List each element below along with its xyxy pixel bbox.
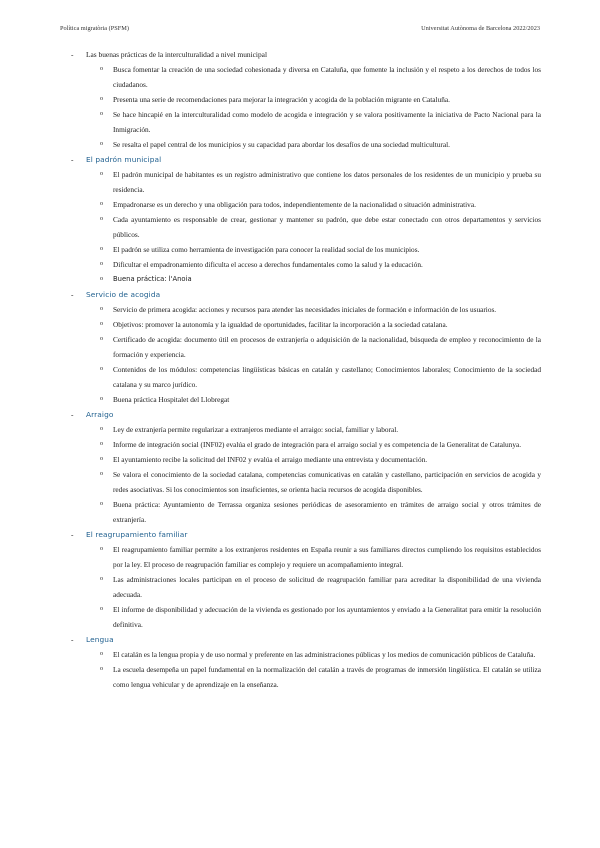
bullet-marker: o — [100, 306, 103, 312]
list-item-text: Las administraciones locales participan en el proceso de solicitud de reagrupación familiar para acreditar la disponibilidad de una vivienda adecuada. — [113, 575, 541, 599]
list-item-text: Busca fomentar la creación de una sociedad cohesionada y diversa en Cataluña, que fomente la inclusión y el respeto a los derechos de todos los ciudadanos. — [113, 65, 541, 89]
section-title: El padrón municipal — [86, 155, 162, 164]
bullet-marker: o — [100, 426, 103, 432]
list-item — [60, 302, 541, 317]
section-title: Lengua — [86, 635, 114, 644]
bullet-marker: o — [100, 336, 103, 342]
list-item-text: Servicio de primera acogida: acciones y recursos para atender las necesidades iniciales de formación e información de los usuarios. — [113, 305, 497, 314]
section-heading — [60, 152, 541, 167]
list-item-text: Buena práctica Hospitalet del Llobregat — [113, 395, 230, 404]
list-item — [60, 257, 541, 272]
list-item — [60, 107, 541, 137]
list-item — [60, 212, 541, 242]
bullet-marker: o — [100, 246, 103, 252]
list-item — [60, 197, 541, 212]
bullet-marker: o — [100, 216, 103, 222]
list-item — [60, 452, 541, 467]
section-title: El reagrupamiento familiar — [86, 530, 188, 539]
list-item — [60, 167, 541, 197]
list-item — [60, 497, 541, 527]
list-item — [60, 92, 541, 107]
dash-marker: - — [71, 635, 74, 644]
page-header — [60, 25, 540, 32]
list-item-text: Cada ayuntamiento es responsable de crear, gestionar y mantener su padrón, que debe estar conectado con otros departamentos y servicios públicos. — [113, 215, 541, 239]
list-item — [60, 572, 541, 602]
bullet-marker: o — [100, 396, 103, 402]
bullet-marker: o — [100, 456, 103, 462]
bullet-marker: o — [100, 576, 103, 582]
list-item-text: Contenidos de los módulos: competencias lingüísticas básicas en catalán y castellano; Conocimientos laborales; Conocimiento de la sociedad catalana y su marco jurídico. — [113, 365, 541, 389]
list-item-text: Ley de extranjería permite regularizar a extranjeros mediante el arraigo: social, familiar y laboral. — [113, 425, 399, 434]
list-item-text: La escuela desempeña un papel fundamental en la normalización del catalán a través de programas de inmersión lingüística. El catalán se utiliza como lengua vehicular y de aprendizaje en la enseñanza. — [113, 665, 541, 689]
list-item — [60, 422, 541, 437]
section-reagrupamiento — [60, 527, 541, 632]
list-item-text: Certificado de acogida: documento útil en procesos de extranjería o adquisición de la nacionalidad, búsqueda de empleo y reconocimiento de la formación y experiencia. — [113, 335, 541, 359]
list-item-text: Presenta una serie de recomendaciones para mejorar la integración y acogida de la población migrante en Cataluña. — [113, 95, 450, 104]
dash-marker: - — [71, 290, 74, 299]
bullet-marker: o — [100, 501, 103, 507]
list-item — [60, 437, 541, 452]
bullet-marker: o — [100, 201, 103, 207]
bullet-marker: o — [100, 471, 103, 477]
dash-marker: - — [71, 155, 74, 164]
bullet-marker: o — [100, 171, 103, 177]
document-body — [60, 47, 541, 692]
section-title: Servicio de acogida — [86, 290, 161, 299]
list-item-text: Se valora el conocimiento de la sociedad catalana, competencias comunicativas en catalán y castellano, participación en servicios de acogida y redes asociativas. Si los conocimientos son insuficientes, se orienta hacia recursos de acogida disponibles. — [113, 470, 541, 494]
list-item — [60, 392, 541, 407]
bullet-marker: o — [100, 66, 103, 72]
list-item — [60, 542, 541, 572]
list-item-text: El catalán es la lengua propia y de uso normal y preferente en las administraciones públicas y los medios de comunicación públicos de Cataluña. — [113, 650, 536, 659]
bullet-marker: o — [100, 366, 103, 372]
header-university: Universitat Autònoma de Barcelona 2022/2023 — [421, 25, 540, 32]
section-heading — [60, 407, 541, 422]
list-item-text: Buena práctica: Ayuntamiento de Terrassa organiza sesiones periódicas de asesoramiento en trámites de arraigo social y otros trámites de extranjería. — [113, 500, 541, 524]
list-item — [60, 662, 541, 692]
dash-marker: - — [71, 410, 74, 419]
list-item-text: El reagrupamiento familiar permite a los extranjeros residentes en España reunir a sus familiares directos cumpliendo los requisitos establecidos por la ley. El proceso de reagrupación familiar es complejo y requiere un acompañamiento integral. — [113, 545, 541, 569]
list-item — [60, 317, 541, 332]
list-item-text: El informe de disponibilidad y adecuación de la vivienda es gestionado por los ayuntamientos y enviado a la Generalitat para emitir la resolución definitiva. — [113, 605, 541, 629]
list-item-text: Informe de integración social (INF02) evalúa el grado de integración para el arraigo social y es competencia de la Generalitat de Catalunya. — [113, 440, 522, 449]
list-item-text: Empadronarse es un derecho y una obligación para todos, independientemente de la nacionalidad o situación administrativa. — [113, 200, 476, 209]
bullet-marker: o — [100, 606, 103, 612]
bullet-list — [60, 647, 541, 692]
bullet-marker: o — [100, 546, 103, 552]
bullet-marker: o — [100, 651, 103, 657]
list-item — [60, 272, 541, 287]
list-item — [60, 467, 541, 497]
header-course: Política migratòria (PSFM) — [60, 25, 129, 32]
list-item-text: El padrón municipal de habitantes es un registro administrativo que contiene los datos personales de los residentes de un municipio y prueba su residencia. — [113, 170, 541, 194]
section-heading — [60, 47, 541, 62]
dash-marker: - — [71, 50, 74, 59]
bullet-list — [60, 422, 541, 527]
list-item-text: Objetivos: promover la autonomía y la igualdad de oportunidades, facilitar la incorporación a la sociedad catalana. — [113, 320, 448, 329]
section-arraigo — [60, 407, 541, 527]
bullet-marker: o — [100, 96, 103, 102]
section-acogida — [60, 287, 541, 407]
list-item — [60, 242, 541, 257]
section-interculturality — [60, 47, 541, 152]
dash-marker: - — [71, 530, 74, 539]
list-item — [60, 362, 541, 392]
section-heading — [60, 632, 541, 647]
bullet-list — [60, 542, 541, 632]
list-item — [60, 332, 541, 362]
list-item-text: Buena práctica: l'Anoia — [113, 275, 192, 283]
section-lengua — [60, 632, 541, 692]
bullet-list — [60, 302, 541, 407]
bullet-marker: o — [100, 441, 103, 447]
bullet-marker: o — [100, 321, 103, 327]
list-item — [60, 602, 541, 632]
section-padron — [60, 152, 541, 287]
bullet-marker: o — [100, 666, 103, 672]
section-title: Arraigo — [86, 410, 114, 419]
list-item-text: Se resalta el papel central de los municipios y su capacidad para abordar los desafíos de una sociedad multicultural. — [113, 140, 450, 149]
list-item-text: El padrón se utiliza como herramienta de investigación para conocer la realidad social de los municipios. — [113, 245, 420, 254]
list-item — [60, 62, 541, 92]
list-item-text: Dificultar el empadronamiento dificulta el acceso a derechos fundamentales como la salud y la educación. — [113, 260, 423, 269]
list-item-text: Se hace hincapié en la interculturalidad como modelo de acogida e integración y se valora positivamente la iniciativa de Pacto Nacional para la Inmigración. — [113, 110, 541, 134]
bullet-marker: o — [100, 276, 103, 282]
list-item — [60, 137, 541, 152]
bullet-marker: o — [100, 111, 103, 117]
bullet-list — [60, 167, 541, 287]
section-heading — [60, 527, 541, 542]
section-heading — [60, 287, 541, 302]
bullet-marker: o — [100, 261, 103, 267]
list-item-text: El ayuntamiento recibe la solicitud del INF02 y evalúa el arraigo mediante una entrevista y documentación. — [113, 455, 428, 464]
list-item — [60, 647, 541, 662]
section-title: Las buenas prácticas de la interculturalidad a nivel municipal — [86, 50, 267, 59]
bullet-list — [60, 62, 541, 152]
bullet-marker: o — [100, 141, 103, 147]
